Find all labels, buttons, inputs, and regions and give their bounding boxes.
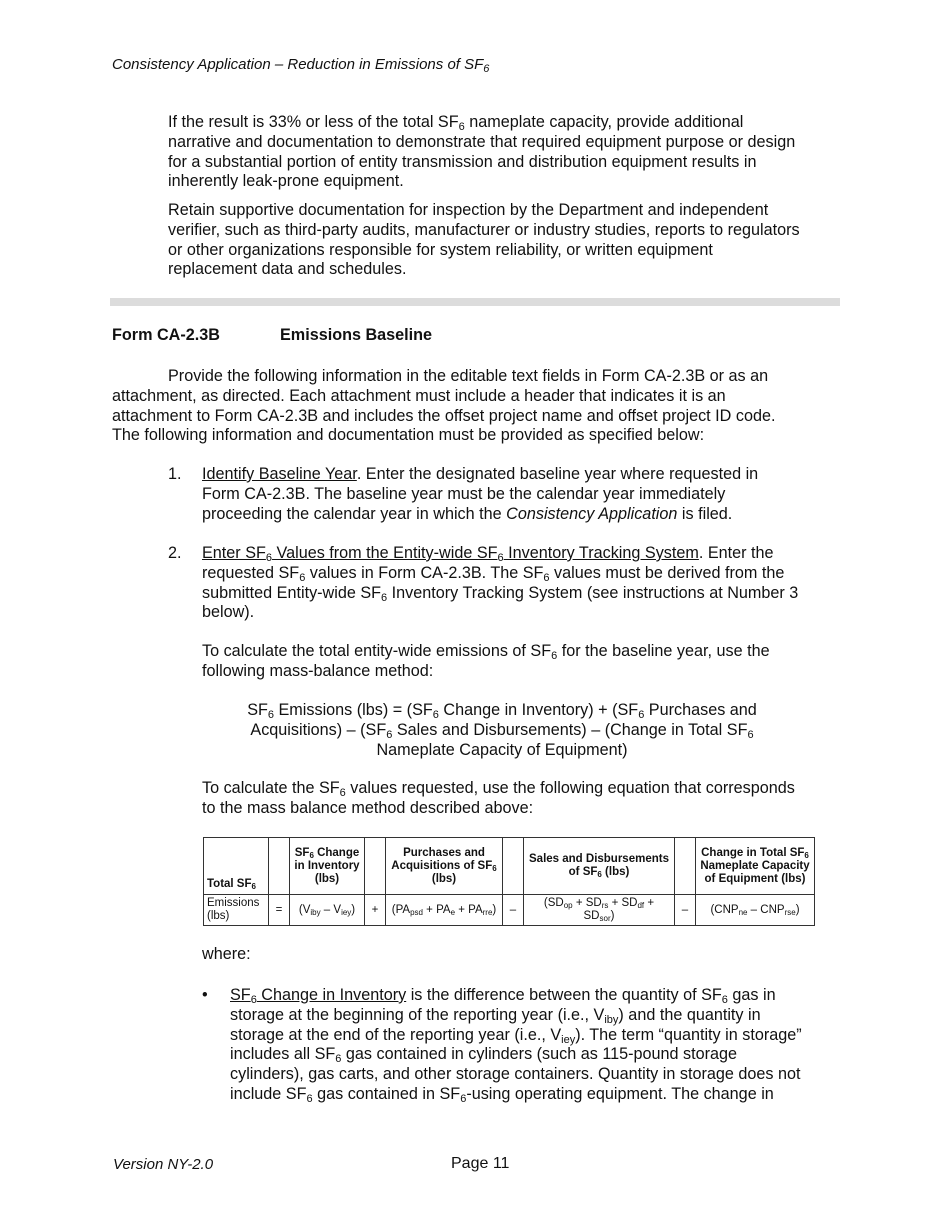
paragraph-retain-documentation: Retain supportive documentation for inspection by the Department and independent verifier, such as third-party audits, manufacturer or industry studies, reports to regulators or other organizations responsible for system reliability, or written equipment replacement data and schedules. bbox=[168, 201, 800, 279]
table-header-row bbox=[204, 838, 815, 895]
header-spacer bbox=[675, 838, 696, 895]
header-change-inventory: $SF_6$ Change in Inventory (lbs) bbox=[290, 838, 365, 895]
running-header: Consistency Application – Reduction in Emissions of $SF_6$ bbox=[112, 56, 490, 75]
where-label: where: bbox=[202, 945, 251, 963]
calc-intro-2: To calculate the $SF_6$ values requested, use the following equation that corresponds to the mass balance method described above: bbox=[202, 779, 795, 817]
cell-purchases-formula: $(PA_{psd} + PA_e + PA_{rre})$ bbox=[386, 895, 503, 926]
calc-intro: To calculate the total entity-wide emissions of $SF_6$ for the baseline year, use the following mass-balance method: bbox=[202, 642, 770, 680]
op-minus: – bbox=[675, 895, 696, 926]
form-title: Emissions Baseline bbox=[280, 326, 433, 344]
form-id: Form CA-2.3B bbox=[112, 326, 220, 344]
equation-table bbox=[203, 837, 815, 926]
header-nameplate-capacity: Change in Total $SF_6$ Nameplate Capacity of Equipment (lbs) bbox=[696, 838, 815, 895]
op-equals: = bbox=[269, 895, 290, 926]
list-item-change-inventory: • $SF_6$ Change in Inventory is the difference between the quantity of $SF_6$ gas in storage at the beginning of the reporting year (i.e., $V_{iby}$) and the quantity in storage at the end of the reporting year (i.e., $V_{iey}$). The term “quantity in storage” includes all $SF_6$ gas contained in cylinders (such as 115-pound storage cylinders), gas carts, and other storage containers. Quantity in storage does not include $SF_6$ gas contained in $SF_6$-using operating equipment. The change in bbox=[202, 986, 802, 1105]
bullet-icon: • bbox=[202, 986, 208, 1004]
footer-version: Version NY-2.0 bbox=[113, 1156, 214, 1173]
footer-page-number: Page 11 bbox=[451, 1155, 510, 1172]
header-total-sf6: Total $SF_6$ bbox=[204, 838, 269, 895]
header-spacer bbox=[365, 838, 386, 895]
form-heading bbox=[112, 326, 432, 345]
header-spacer bbox=[503, 838, 524, 895]
cell-capacity-formula: $(CNP_{ne} - CNP_{rse})$ bbox=[696, 895, 815, 926]
header-sales: Sales and Disbursements of $SF_6$ (lbs) bbox=[524, 838, 675, 895]
table-row bbox=[204, 895, 815, 926]
op-minus: – bbox=[503, 895, 524, 926]
mass-balance-equation: $SF_6$ Emissions $(lbs) = (SF_6$ Change in Inventory) + ($SF_6$ Purchases and Acquisitions) – ($SF_6$ Sales and Disbursements) – (Change in Total $SF_6$ Nameplate Capacity of Equipment) bbox=[247, 701, 757, 759]
header-purchases: Purchases and Acquisitions of $SF_6$ (lbs) bbox=[386, 838, 503, 895]
op-plus: + bbox=[365, 895, 386, 926]
list-item-baseline-year: 1. Identify Baseline Year. Enter the designated baseline year where requested in Form CA-2.3B. The baseline year must be the calendar year immediately proceeding the calendar year in which the Consistency Application is filed. bbox=[168, 465, 759, 523]
intro-paragraph: Provide the following information in the editable text fields in Form CA-2.3B or as an attachment, as directed. Each attachment must include a header that indicates it is an attachment to Form CA-2.3B and includes the offset project name and offset project ID code. The following information and documentation must be provided as specified below: bbox=[112, 367, 776, 445]
list-item-sf6-values: 2. Enter $SF_6$ Values from the Entity-wide $SF_6$ Inventory Tracking System. Enter the requested $SF_6$ values in Form CA-2.3B. The $SF_6$ values must be derived from the submitted Entity-wide $SF_6$ Inventory Tracking System (see instructions at Number 3 below). bbox=[168, 544, 799, 622]
paragraph-nameplate-result: If the result is 33% or less of the total $SF_6$ nameplate capacity, provide additional narrative and documentation to demonstrate that required equipment purpose or design for a substantial portion of entity transmission and distribution equipment results in inherently leak-prone equipment. bbox=[168, 113, 796, 191]
cell-change-formula: $(V_{iby} - V_{iey})$ bbox=[290, 895, 365, 926]
cell-emissions: Emissions (lbs) bbox=[204, 895, 269, 926]
cell-sales-formula: $(SD_{op} + SD_{rs} + SD_{df} + SD_{sor})$ bbox=[524, 895, 675, 926]
header-spacer bbox=[269, 838, 290, 895]
section-divider bbox=[110, 298, 840, 306]
